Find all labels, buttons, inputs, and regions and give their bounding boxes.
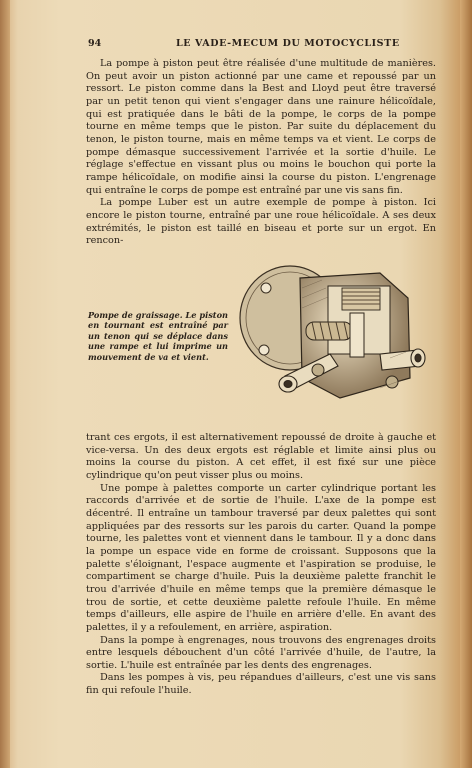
- page-header: [88, 38, 434, 52]
- paragraph: Dans la pompe à engrenages, nous trouvons des engrenages droits entre lesquels débouchent d'un côté l'arrivée d'huile, de l'autre, la sortie. L'huile est entraînée par les dents des engrenages.: [86, 634, 436, 671]
- text-block-bottom: [86, 432, 436, 698]
- page-binding: [0, 0, 10, 768]
- page-number: 94: [88, 38, 102, 49]
- paragraph: La pompe à piston peut être réalisée d'une multitude de manières. On peut avoir un piston actionné par une came et repoussé par un ressort. Le piston comme dans la Best and Lloyd peut être traversé par un petit tenon qui vient s'engager dans une rainure hélicoïdale, qui est pratiquée dans le bâti de la pompe, le corps de la pompe tourne en même temps que le piston. Par suite du déplacement du tenon, le piston tourne, mais en même temps va et vient. Le corps de pompe démasque successivement l'arrivée et la sortie d'huile. Le réglage s'effectue en vissant plus ou moins le bouchon qui porte la rampe hélicoïdale, on modifie ainsi la course du piston. L'engrenage qui entraîne le corps de pompe est entraîné par une vis sans fin.: [86, 58, 436, 196]
- paragraph: La pompe Luber est un autre exemple de pompe à piston. Ici encore le piston tourne, entraîné par une roue hélicoïdale. A ses deux extrémités, le piston est taillé en biseau et porte sur un ergot. En rencon-: [86, 197, 436, 247]
- oil-pump-illustration: [230, 258, 430, 428]
- figure-caption: Pompe de graissage. Le piston en tournant est entraîné par un tenon qui se déplace dans une rampe et lui imprime un mouvement de va et vient.: [88, 310, 228, 362]
- text-block-top: [86, 58, 436, 248]
- paragraph: trant ces ergots, il est alternativement repoussé de droite à gauche et vice-versa. Un des deux ergots est réglable et limite ainsi plus ou moins la course du piston. A cet effet, il est fixé sur une pièce cylindrique qu'on peut visser plus ou moins.: [86, 432, 436, 481]
- running-title: LE VADE-MECUM DU MOTOCYCLISTE: [176, 38, 400, 49]
- page-edge: [460, 0, 472, 768]
- paragraph: Dans les pompes à vis, peu répandues d'ailleurs, c'est une vis sans fin qui refoule l'huile.: [86, 672, 436, 697]
- oil-pump-drawing: [230, 258, 430, 428]
- paragraph: Une pompe à palettes comporte un carter cylindrique portant les raccords d'arrivée et de sortie de l'huile. L'axe de la pompe est décentré. Il entraîne un tambour traversé par deux palettes qui sont appliquées par des ressorts sur les parois du carter. Quand la pompe tourne, les palettes vont et viennent dans le tambour. Il y a donc dans la pompe un espace vide en forme de croissant. Supposons que la palette s'éloignant, l'espace augmente et l'aspiration se produise, le compartiment se charge d'huile. Puis la deuxième palette franchit le trou d'arrivée d'huile en même temps que la première démasque le trou de sortie, et cette deuxième palette refoule l'huile. En même temps d'ailleurs, elle aspire de l'huile en arrière d'elle. En avant des palettes, il y a refoulement, en arrière, aspiration.: [86, 482, 436, 633]
